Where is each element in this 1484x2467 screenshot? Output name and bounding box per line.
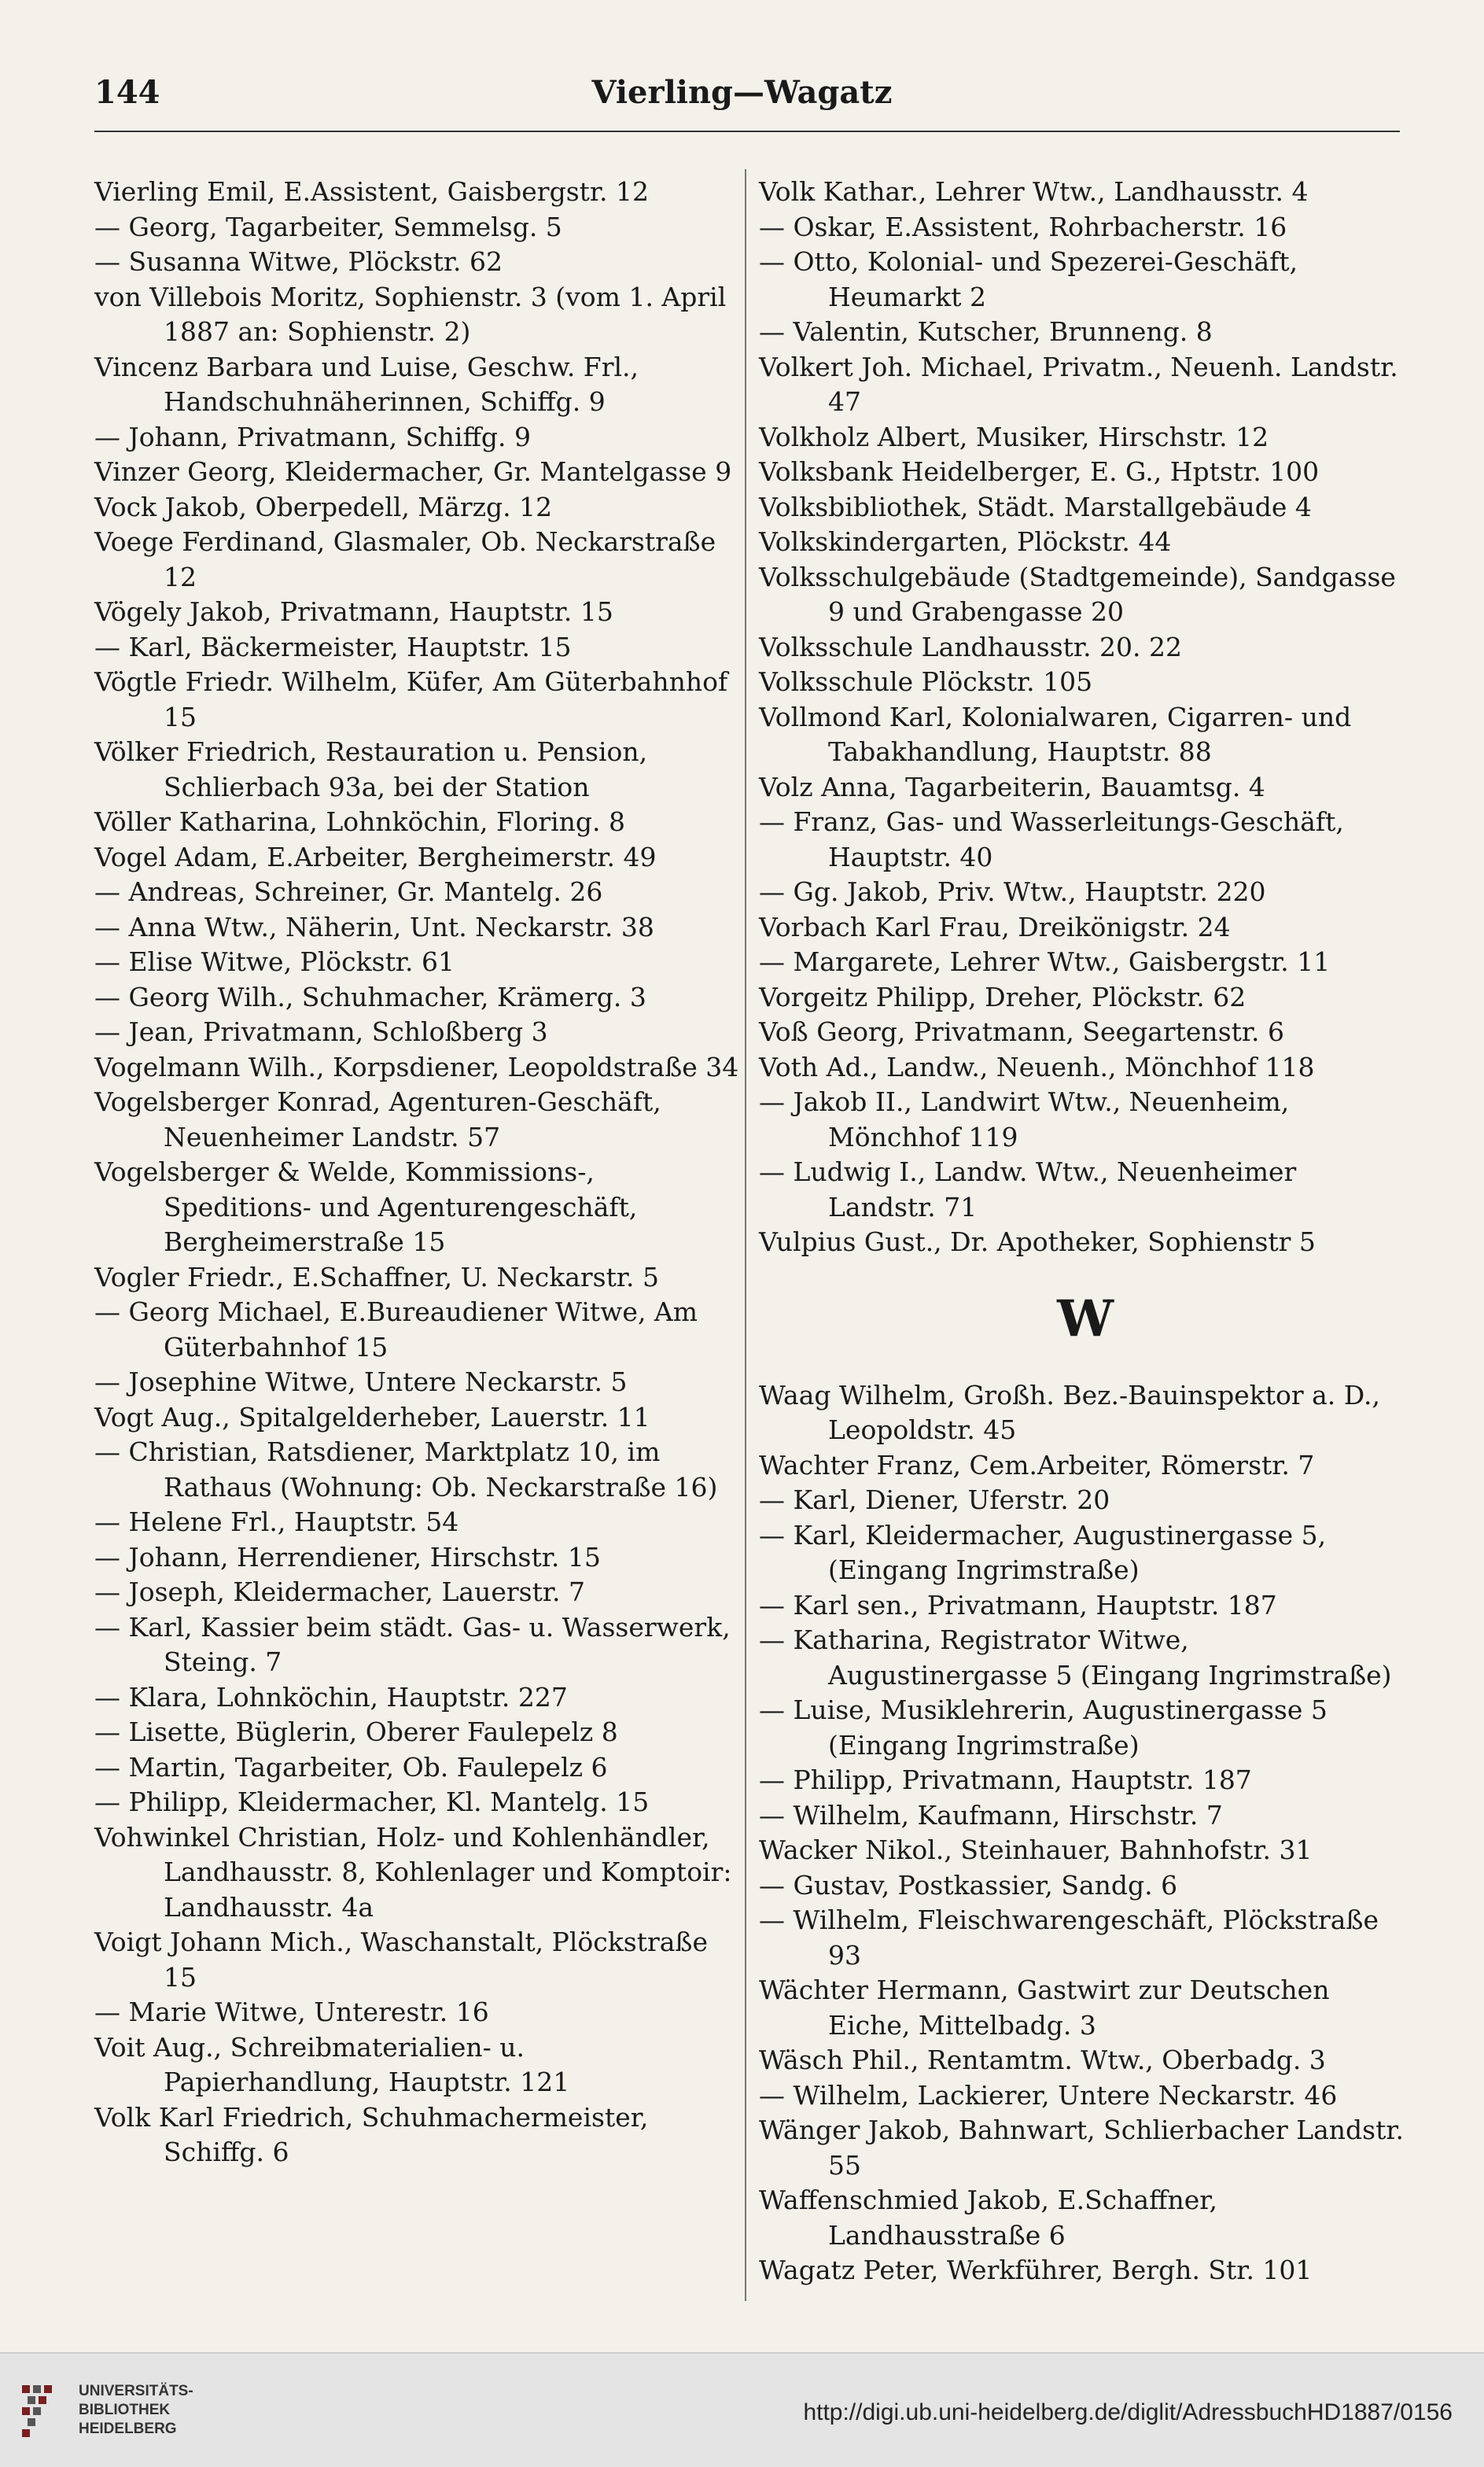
source-url[interactable]: http://digi.ub.uni-heidelberg.de/diglit/AdressbuchHD1887/0156 xyxy=(803,2399,1453,2425)
directory-entry: Volkert Joh. Michael, Privatm., Neuenh. Landstr. 47 xyxy=(759,351,1398,417)
directory-entry: Vögely Jakob, Privatmann, Hauptstr. 15 xyxy=(94,596,613,627)
page-title: Vierling—Wagatz xyxy=(591,74,893,111)
column-divider xyxy=(745,169,746,2301)
directory-entry: Volkskindergarten, Plöckstr. 44 xyxy=(759,526,1172,557)
directory-entry: Voit Aug., Schreibmaterialien- u. Papierhandlung, Hauptstr. 121 xyxy=(94,2031,570,2097)
directory-entry: Wächter Hermann, Gastwirt zur Deutschen Eiche, Mittelbadg. 3 xyxy=(759,1975,1330,2041)
directory-entry: Vogel Adam, E.Arbeiter, Bergheimerstr. 49 xyxy=(94,841,657,872)
directory-entry: Vincenz Barbara und Luise, Geschw. Frl., Handschuhnäherinnen, Schiffg. 9 xyxy=(94,351,639,417)
right-column-bottom xyxy=(759,1378,1412,2288)
directory-entry: Vogelmann Wilh., Korpsdiener, Leopoldstraße 34 xyxy=(94,1051,739,1082)
directory-entry: Vohwinkel Christian, Holz- und Kohlenhändler, Landhausstr. 8, Kohlenlager und Komptoir: Landhausstr. 4a xyxy=(94,1821,732,1923)
directory-entry: Vierling Emil, E.Assistent, Gaisbergstr. 12 xyxy=(94,176,650,207)
directory-entry: Volz Anna, Tagarbeiterin, Bauamtsg. 4 xyxy=(759,771,1265,802)
directory-entry: — Jakob II., Landwirt Wtw., Neuenheim, Mönchhof 119 xyxy=(759,1086,1290,1152)
directory-entry: — Andreas, Schreiner, Gr. Mantelg. 26 xyxy=(94,876,603,907)
directory-entry: Wäsch Phil., Rentamtm. Wtw., Oberbadg. 3 xyxy=(759,2045,1326,2075)
directory-entry: — Franz, Gas- und Wasserleitungs-Geschäft, Hauptstr. 40 xyxy=(759,806,1344,872)
directory-entry: Volk Kathar., Lehrer Wtw., Landhausstr. 4 xyxy=(759,176,1309,207)
directory-entry: Vorbach Karl Frau, Dreikönigstr. 24 xyxy=(759,911,1231,942)
directory-entry: — Gustav, Postkassier, Sandg. 6 xyxy=(759,1869,1178,1901)
directory-entry: — Oskar, E.Assistent, Rohrbacherstr. 16 xyxy=(759,211,1287,242)
directory-entry: Volksbibliothek, Städt. Marstallgebäude 4 xyxy=(759,491,1312,522)
directory-entry: — Margarete, Lehrer Wtw., Gaisbergstr. 11 xyxy=(759,946,1331,977)
directory-entry: — Johann, Privatmann, Schiffg. 9 xyxy=(94,421,532,452)
directory-entry: — Helene Frl., Hauptstr. 54 xyxy=(94,1506,459,1537)
directory-entry: Vorgeitz Philipp, Dreher, Plöckstr. 62 xyxy=(759,981,1246,1012)
directory-entry: — Wilhelm, Fleischwarengeschäft, Plöckstraße 93 xyxy=(759,1905,1379,1971)
directory-entry: — Gg. Jakob, Priv. Wtw., Hauptstr. 220 xyxy=(759,876,1266,907)
directory-entry: Wagatz Peter, Werkführer, Bergh. Str. 101 xyxy=(759,2255,1313,2285)
directory-entry: — Otto, Kolonial- und Spezerei-Geschäft, Heumarkt 2 xyxy=(759,246,1298,312)
directory-entry: — Wilhelm, Kaufmann, Hirschstr. 7 xyxy=(759,1799,1223,1831)
directory-entry: Volkholz Albert, Musiker, Hirschstr. 12 xyxy=(759,421,1269,452)
right-column-top xyxy=(759,175,1412,1260)
directory-entry: Vollmond Karl, Kolonialwaren, Cigarren- und Tabakhandlung, Hauptstr. 88 xyxy=(759,701,1352,767)
directory-entry: Voth Ad., Landw., Neuenh., Mönchhof 118 xyxy=(759,1051,1315,1082)
directory-entry: — Elise Witwe, Plöckstr. 61 xyxy=(94,946,455,977)
directory-entry: — Martin, Tagarbeiter, Ob. Faulepelz 6 xyxy=(94,1751,608,1783)
directory-entry: Waffenschmied Jakob, E.Schaffner, Landhausstraße 6 xyxy=(759,2185,1217,2251)
left-column xyxy=(94,175,747,2170)
directory-entry: — Luise, Musiklehrerin, Augustinergasse 5 (Eingang Ingrimstraße) xyxy=(759,1694,1327,1761)
directory-entry: Volk Karl Friedrich, Schuhmachermeister, Schiffg. 6 xyxy=(94,2101,649,2167)
directory-entry: — Karl, Kleidermacher, Augustinergasse 5, (Eingang Ingrimstraße) xyxy=(759,1519,1327,1585)
library-name: UNIVERSITÄTS- BIBLIOTHEK HEIDELBERG xyxy=(79,2383,193,2437)
directory-entry: Voß Georg, Privatmann, Seegartenstr. 6 xyxy=(759,1016,1285,1047)
directory-entry: — Wilhelm, Lackierer, Untere Neckarstr. 46 xyxy=(759,2079,1338,2111)
directory-entry: Vögtle Friedr. Wilhelm, Küfer, Am Güterbahnhof 15 xyxy=(94,666,728,732)
directory-entry: — Jean, Privatmann, Schloßberg 3 xyxy=(94,1016,548,1047)
directory-entry: Waag Wilhelm, Großh. Bez.-Bauinspektor a. D., Leopoldstr. 45 xyxy=(759,1379,1381,1445)
directory-entry: — Lisette, Büglerin, Oberer Faulepelz 8 xyxy=(94,1717,618,1747)
directory-entry: — Katharina, Registrator Witwe, Augustinergasse 5 (Eingang Ingrimstraße) xyxy=(759,1624,1392,1691)
directory-entry: — Ludwig I., Landw. Wtw., Neuenheimer Landstr. 71 xyxy=(759,1156,1297,1222)
directory-entry: Vogelsberger Konrad, Agenturen-Geschäft, Neuenheimer Landstr. 57 xyxy=(94,1086,661,1152)
directory-entry: Vogler Friedr., E.Schaffner, U. Neckarstr. 5 xyxy=(94,1261,660,1293)
directory-entry: — Anna Wtw., Näherin, Unt. Neckarstr. 38 xyxy=(94,911,654,942)
library-logo-icon xyxy=(20,2382,68,2442)
directory-entry: — Christian, Ratsdiener, Marktplatz 10, im Rathaus (Wohnung: Ob. Neckarstraße 16) xyxy=(94,1436,718,1503)
directory-entry: Vogelsberger & Welde, Kommissions-, Speditions- und Agenturengeschäft, Bergheimerstraße 15 xyxy=(94,1156,638,1257)
directory-entry: Volksschulgebäude (Stadtgemeinde), Sandgasse 9 und Grabengasse 20 xyxy=(759,561,1396,627)
directory-entry: — Karl, Bäckermeister, Hauptstr. 15 xyxy=(94,631,572,662)
directory-entry: Völler Katharina, Lohnköchin, Floring. 8 xyxy=(94,806,626,837)
directory-entry: — Joseph, Kleidermacher, Lauerstr. 7 xyxy=(94,1576,585,1607)
header-rule xyxy=(94,131,1400,132)
directory-entry: Voege Ferdinand, Glasmaler, Ob. Neckarstraße 12 xyxy=(94,526,716,592)
directory-entry: — Klara, Lohnköchin, Hauptstr. 227 xyxy=(94,1681,568,1713)
directory-entry: — Philipp, Kleidermacher, Kl. Mantelg. 15 xyxy=(94,1787,650,1817)
directory-entry: Volksschule Landhausstr. 20. 22 xyxy=(759,631,1183,662)
directory-entry: Vinzer Georg, Kleidermacher, Gr. Mantelgasse 9 xyxy=(94,456,732,487)
directory-entry: — Philipp, Privatmann, Hauptstr. 187 xyxy=(759,1765,1252,1795)
directory-entry: Voigt Johann Mich., Waschanstalt, Plöckstraße 15 xyxy=(94,1927,708,1993)
directory-entry: — Georg, Tagarbeiter, Semmelsg. 5 xyxy=(94,211,562,242)
directory-entry: — Karl sen., Privatmann, Hauptstr. 187 xyxy=(759,1589,1277,1621)
directory-entry: Völker Friedrich, Restauration u. Pension, Schlierbach 93a, bei der Station xyxy=(94,736,648,802)
directory-entry: — Marie Witwe, Unterestr. 16 xyxy=(94,1997,489,2027)
directory-entry: Wachter Franz, Cem.Arbeiter, Römerstr. 7 xyxy=(759,1449,1315,1481)
directory-entry: von Villebois Moritz, Sophienstr. 3 (vom 1. April 1887 an: Sophienstr. 2) xyxy=(94,281,727,347)
directory-entry: Vogt Aug., Spitalgelderheber, Lauerstr. 11 xyxy=(94,1401,650,1433)
directory-entry: — Karl, Kassier beim städt. Gas- u. Wasserwerk, Steing. 7 xyxy=(94,1611,731,1677)
directory-entry: Volksbank Heidelberger, E. G., Hptstr. 100 xyxy=(759,456,1320,487)
directory-entry: Wacker Nikol., Steinhauer, Bahnhofstr. 31 xyxy=(759,1835,1313,1865)
directory-entry: — Valentin, Kutscher, Brunneng. 8 xyxy=(759,316,1213,347)
directory-entry: Vulpius Gust., Dr. Apotheker, Sophienstr 5 xyxy=(759,1226,1316,1257)
page-number: 144 xyxy=(94,74,160,111)
directory-entry: — Georg Michael, E.Bureaudiener Witwe, Am Güterbahnhof 15 xyxy=(94,1296,698,1363)
footer-bar xyxy=(0,2352,1484,2467)
directory-entry: — Karl, Diener, Uferstr. 20 xyxy=(759,1484,1110,1515)
directory-entry: Volksschule Plöckstr. 105 xyxy=(759,666,1093,697)
section-letter: W xyxy=(1057,1289,1114,1348)
right-column xyxy=(759,175,1412,2288)
directory-entry: Vock Jakob, Oberpedell, Märzg. 12 xyxy=(94,491,553,522)
directory-entry: — Josephine Witwe, Untere Neckarstr. 5 xyxy=(94,1366,628,1397)
directory-entry: Wänger Jakob, Bahnwart, Schlierbacher Landstr. 55 xyxy=(759,2115,1405,2181)
directory-entry: — Georg Wilh., Schuhmacher, Krämerg. 3 xyxy=(94,981,646,1012)
directory-entry: — Susanna Witwe, Plöckstr. 62 xyxy=(94,246,503,277)
directory-entry: — Johann, Herrendiener, Hirschstr. 15 xyxy=(94,1541,601,1573)
